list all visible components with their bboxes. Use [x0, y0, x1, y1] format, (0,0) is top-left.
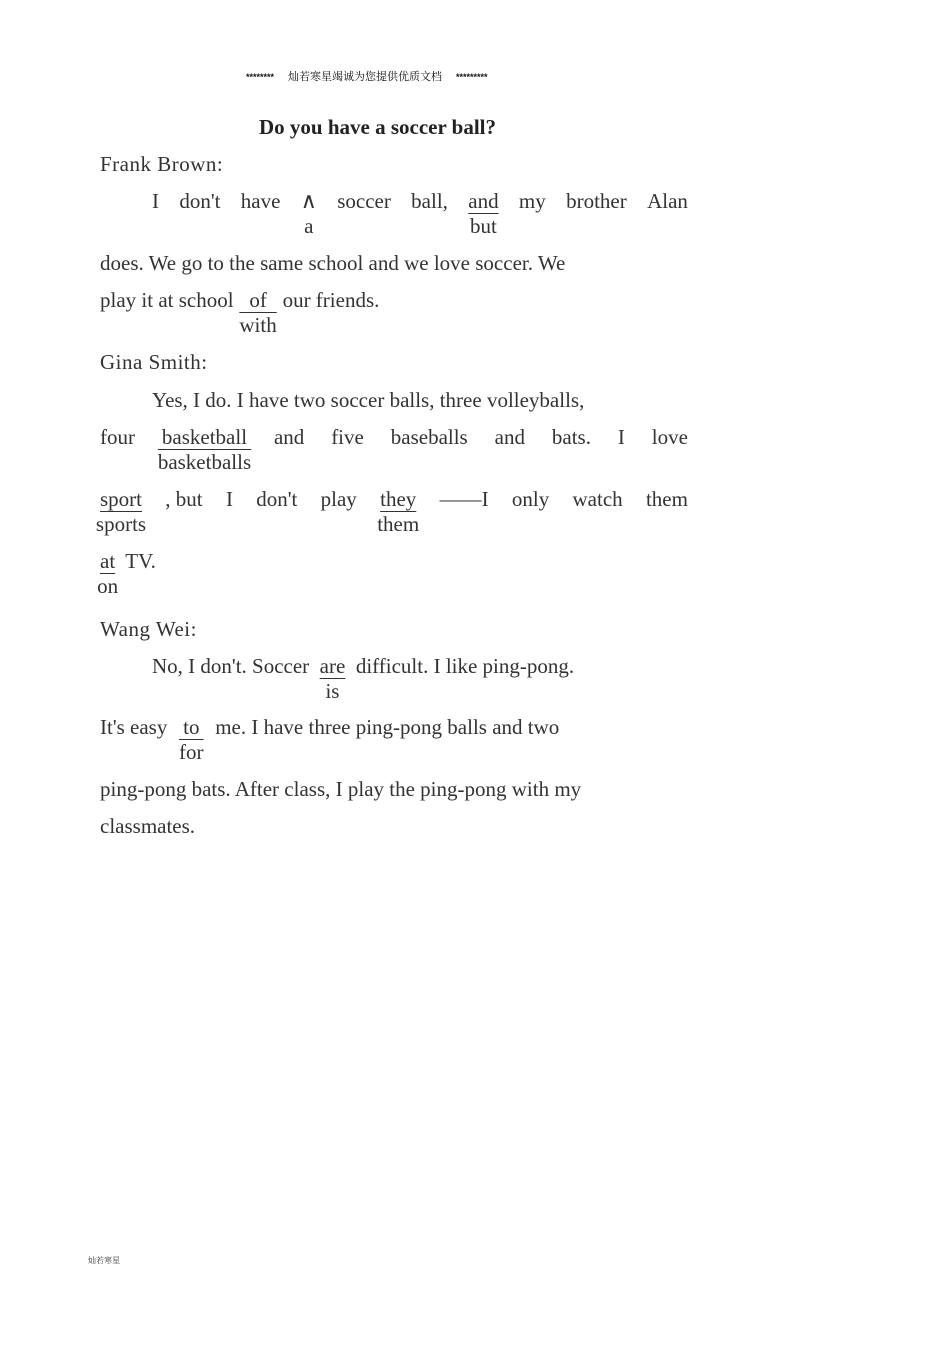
correction-wrong: of: [249, 288, 267, 312]
correction-and: [468, 189, 499, 238]
word: play: [320, 487, 357, 511]
word: don't: [179, 189, 221, 213]
word: and: [494, 425, 525, 449]
correction-inserted: a: [304, 214, 314, 238]
header-stars-right: *********: [456, 72, 488, 82]
frank-line-3: [100, 288, 688, 337]
wang-line-3: ping-pong bats. After class, I play the ping-pong with my: [100, 777, 582, 801]
frank-line-1: [152, 189, 688, 238]
correction-basketball: [157, 425, 252, 474]
speaker-wang: Wang Wei:: [100, 617, 197, 641]
wang-line-4: classmates.: [100, 814, 196, 838]
speaker-frank: Frank Brown:: [100, 152, 224, 176]
word: five: [331, 425, 364, 449]
text-pre: No, I don't. Soccer: [152, 654, 310, 678]
word: ball,: [411, 189, 448, 213]
correction-at: [97, 549, 119, 598]
word: brother: [566, 189, 627, 213]
correction-of: [239, 288, 277, 337]
correction-wrong: and: [468, 189, 499, 213]
text-post: our friends.: [282, 288, 380, 312]
word: my: [518, 189, 546, 213]
correction-wrong: basketball: [161, 425, 248, 449]
word: Alan: [647, 189, 688, 213]
wang-line-2: [100, 715, 688, 764]
correction-wrong: are: [319, 654, 346, 678]
correction-wrong: sport: [100, 487, 142, 511]
word: only: [511, 487, 550, 511]
word: have: [240, 189, 281, 213]
correction-right: $\overline{is}$: [325, 679, 340, 703]
correction-wrong: to: [183, 715, 200, 739]
word: I: [617, 425, 625, 449]
speaker-gina: Gina Smith:: [100, 350, 208, 374]
word: , but: [165, 487, 203, 511]
text-pre: It's easy: [100, 715, 168, 739]
correction-right: basketballs: [157, 450, 252, 474]
header-text: 灿若寒星竭诚为您提供优质文档: [288, 70, 443, 83]
word: I: [225, 487, 233, 511]
gina-line-2: [100, 425, 688, 474]
correction-to: [179, 715, 204, 764]
text-post: me. I have three ping-pong balls and two: [215, 715, 560, 739]
header-stars-left: ********: [246, 72, 275, 82]
word: love: [651, 425, 688, 449]
word: watch: [572, 487, 623, 511]
document-title: Do you have a soccer ball?: [259, 115, 497, 139]
gina-line-3: [95, 487, 688, 536]
correction-right: with: [239, 313, 277, 337]
frank-line-2: does. We go to the same school and we love soccer. We: [100, 251, 566, 275]
gina-line-4: [97, 549, 688, 598]
correction-sport: [95, 487, 147, 536]
word: them: [645, 487, 688, 511]
correction-right: $\overline{but}$: [469, 214, 497, 238]
word: soccer: [337, 189, 391, 213]
correction-right: sports: [95, 512, 147, 536]
correction-wrong: they: [380, 487, 417, 511]
word: and: [273, 425, 305, 449]
insertion-caret-icon: ∧: [300, 189, 317, 214]
word: baseballs: [390, 425, 468, 449]
correction-right: $\overline{for}$: [179, 740, 204, 764]
page-footer: 灿若寒星: [88, 1256, 120, 1265]
correction-right: them: [377, 512, 420, 536]
correction-are: [319, 654, 346, 703]
page-header: [246, 68, 488, 84]
word: bats.: [551, 425, 591, 449]
word: four: [100, 425, 135, 449]
wang-line-1: [152, 654, 688, 703]
gina-line-1: Yes, I do. I have two soccer balls, three volleyballs,: [152, 388, 585, 412]
correction-they: [377, 487, 420, 536]
text-pre: play it at school: [100, 288, 234, 312]
text-post: difficult. I like ping-pong.: [355, 654, 575, 678]
correction-right: on: [97, 574, 119, 598]
word: don't: [256, 487, 298, 511]
insertion-correction: [300, 189, 317, 238]
text-post: TV.: [125, 549, 156, 573]
correction-wrong: at: [100, 549, 116, 573]
word: ——I: [439, 487, 489, 511]
word: I: [152, 189, 159, 213]
